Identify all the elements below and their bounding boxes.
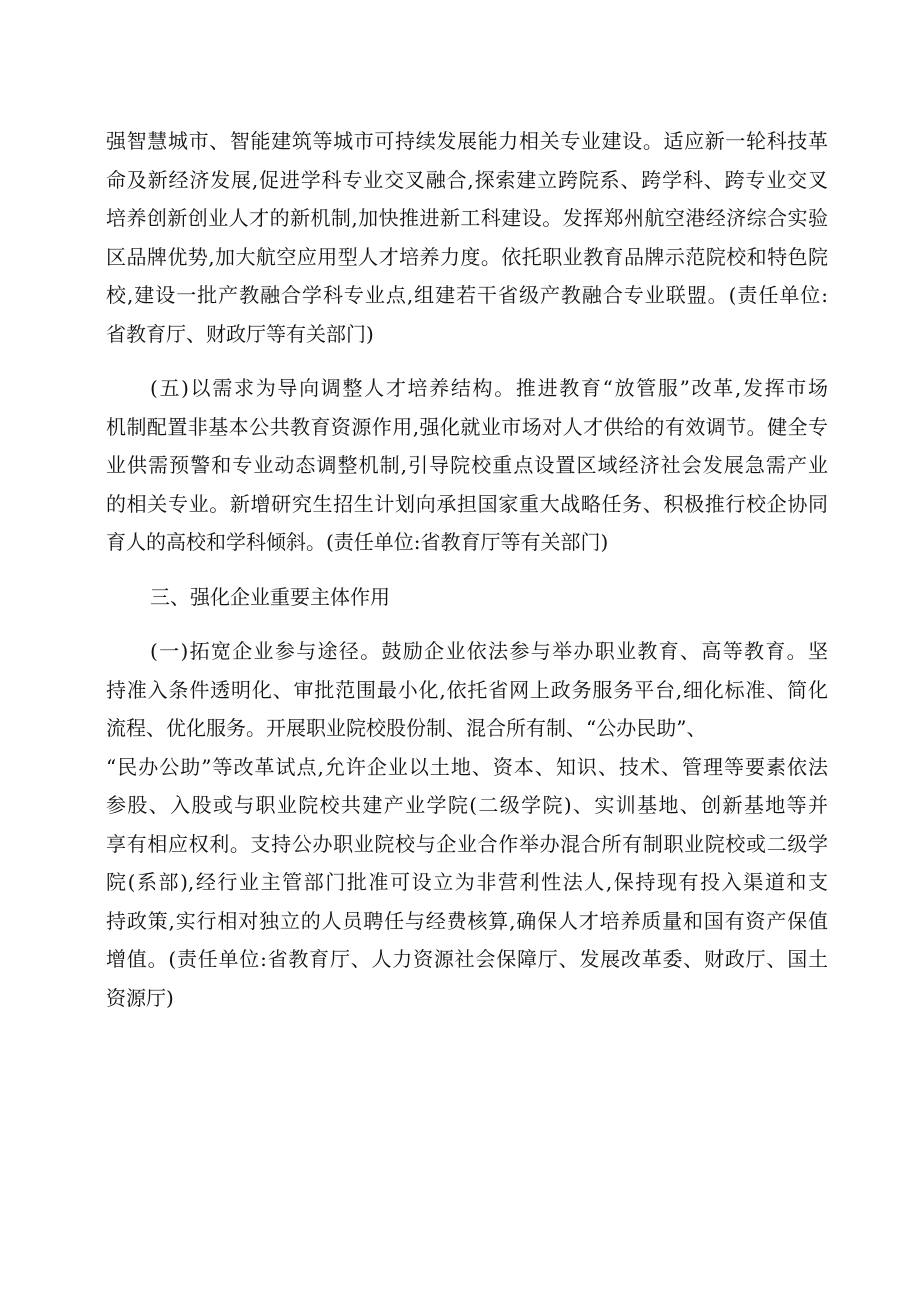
text-line: 流程、优化服务。开展职业院校股份制、混合所有制、“公办民助”、 [106, 716, 707, 740]
text-line: (五)以需求为导向调整人才培养结构。推进教育“放管服”改革,发挥市场 [150, 376, 828, 400]
text-line: 机制配置非基本公共教育资源作用,强化就业市场对人才供给的有效调节。健全专 [106, 414, 828, 439]
text-line: 持政策,实行相对独立的人员聘任与经费核算,确保人才培养质量和国有资产保值 [106, 908, 828, 933]
paragraph-gap [106, 616, 828, 632]
text-line: 享有相应权利。支持公办职业院校与企业合作举办混合所有制职业院校或二级学 [106, 831, 828, 856]
document-body [106, 122, 828, 1017]
section-heading [106, 578, 828, 617]
text-line: 区品牌优势,加大航空应用型人才培养力度。依托职业教育品牌示范院校和特色院 [106, 244, 828, 269]
text-line: 持准入条件透明化、审批范围最小化,依托省网上政务服务平台,细化标准、简化 [106, 677, 828, 702]
text-line: 参股、入股或与职业院校共建产业学院(二级学院)、实训基地、创新基地等并 [106, 793, 828, 817]
text-line: (一)拓宽企业参与途径。鼓励企业依法参与举办职业教育、高等教育。坚 [150, 639, 828, 663]
text-line: 校,建设一批产教融合学科专业点,组建若干省级产教融合专业联盟。(责任单位: [106, 283, 828, 307]
heading-line: 三、强化企业重要主体作用 [150, 584, 390, 609]
text-line: “民办公助”等改革试点,允许企业以土地、资本、知识、技术、管理等要素依法 [106, 754, 828, 779]
text-line: 培养创新创业人才的新机制,加快推进新工科建设。发挥郑州航空港经济综合实验 [106, 206, 828, 230]
text-line: 省教育厅、财政厅等有关部门) [106, 321, 374, 346]
text-line: 院(系部),经行业主管部门批准可设立为非营利性法人,保持现有投入渠道和支 [106, 870, 828, 894]
text-line: 资源厅) [106, 985, 174, 1010]
paragraph-gap [106, 562, 828, 578]
paragraph-2 [106, 369, 828, 562]
text-line: 业供需预警和专业动态调整机制,引导院校重点设置区域经济社会发展急需产业 [106, 453, 828, 477]
text-line: 命及新经济发展,促进学科专业交叉融合,探索建立跨院系、跨学科、跨专业交叉 [106, 167, 828, 192]
text-line: 育人的高校和学科倾斜。(责任单位:省教育厅等有关部门) [106, 530, 609, 554]
paragraph-gap [106, 353, 828, 369]
text-line: 增值。(责任单位:省教育厅、人力资源社会保障厅、发展改革委、财政厅、国土 [106, 947, 828, 971]
paragraph-1 [106, 122, 828, 353]
text-line: 的相关专业。新增研究生招生计划向承担国家重大战略任务、积极推行校企协同 [106, 491, 828, 516]
text-line: 强智慧城市、智能建筑等城市可持续发展能力相关专业建设。适应新一轮科技革 [106, 129, 828, 153]
paragraph-3 [106, 632, 828, 1017]
